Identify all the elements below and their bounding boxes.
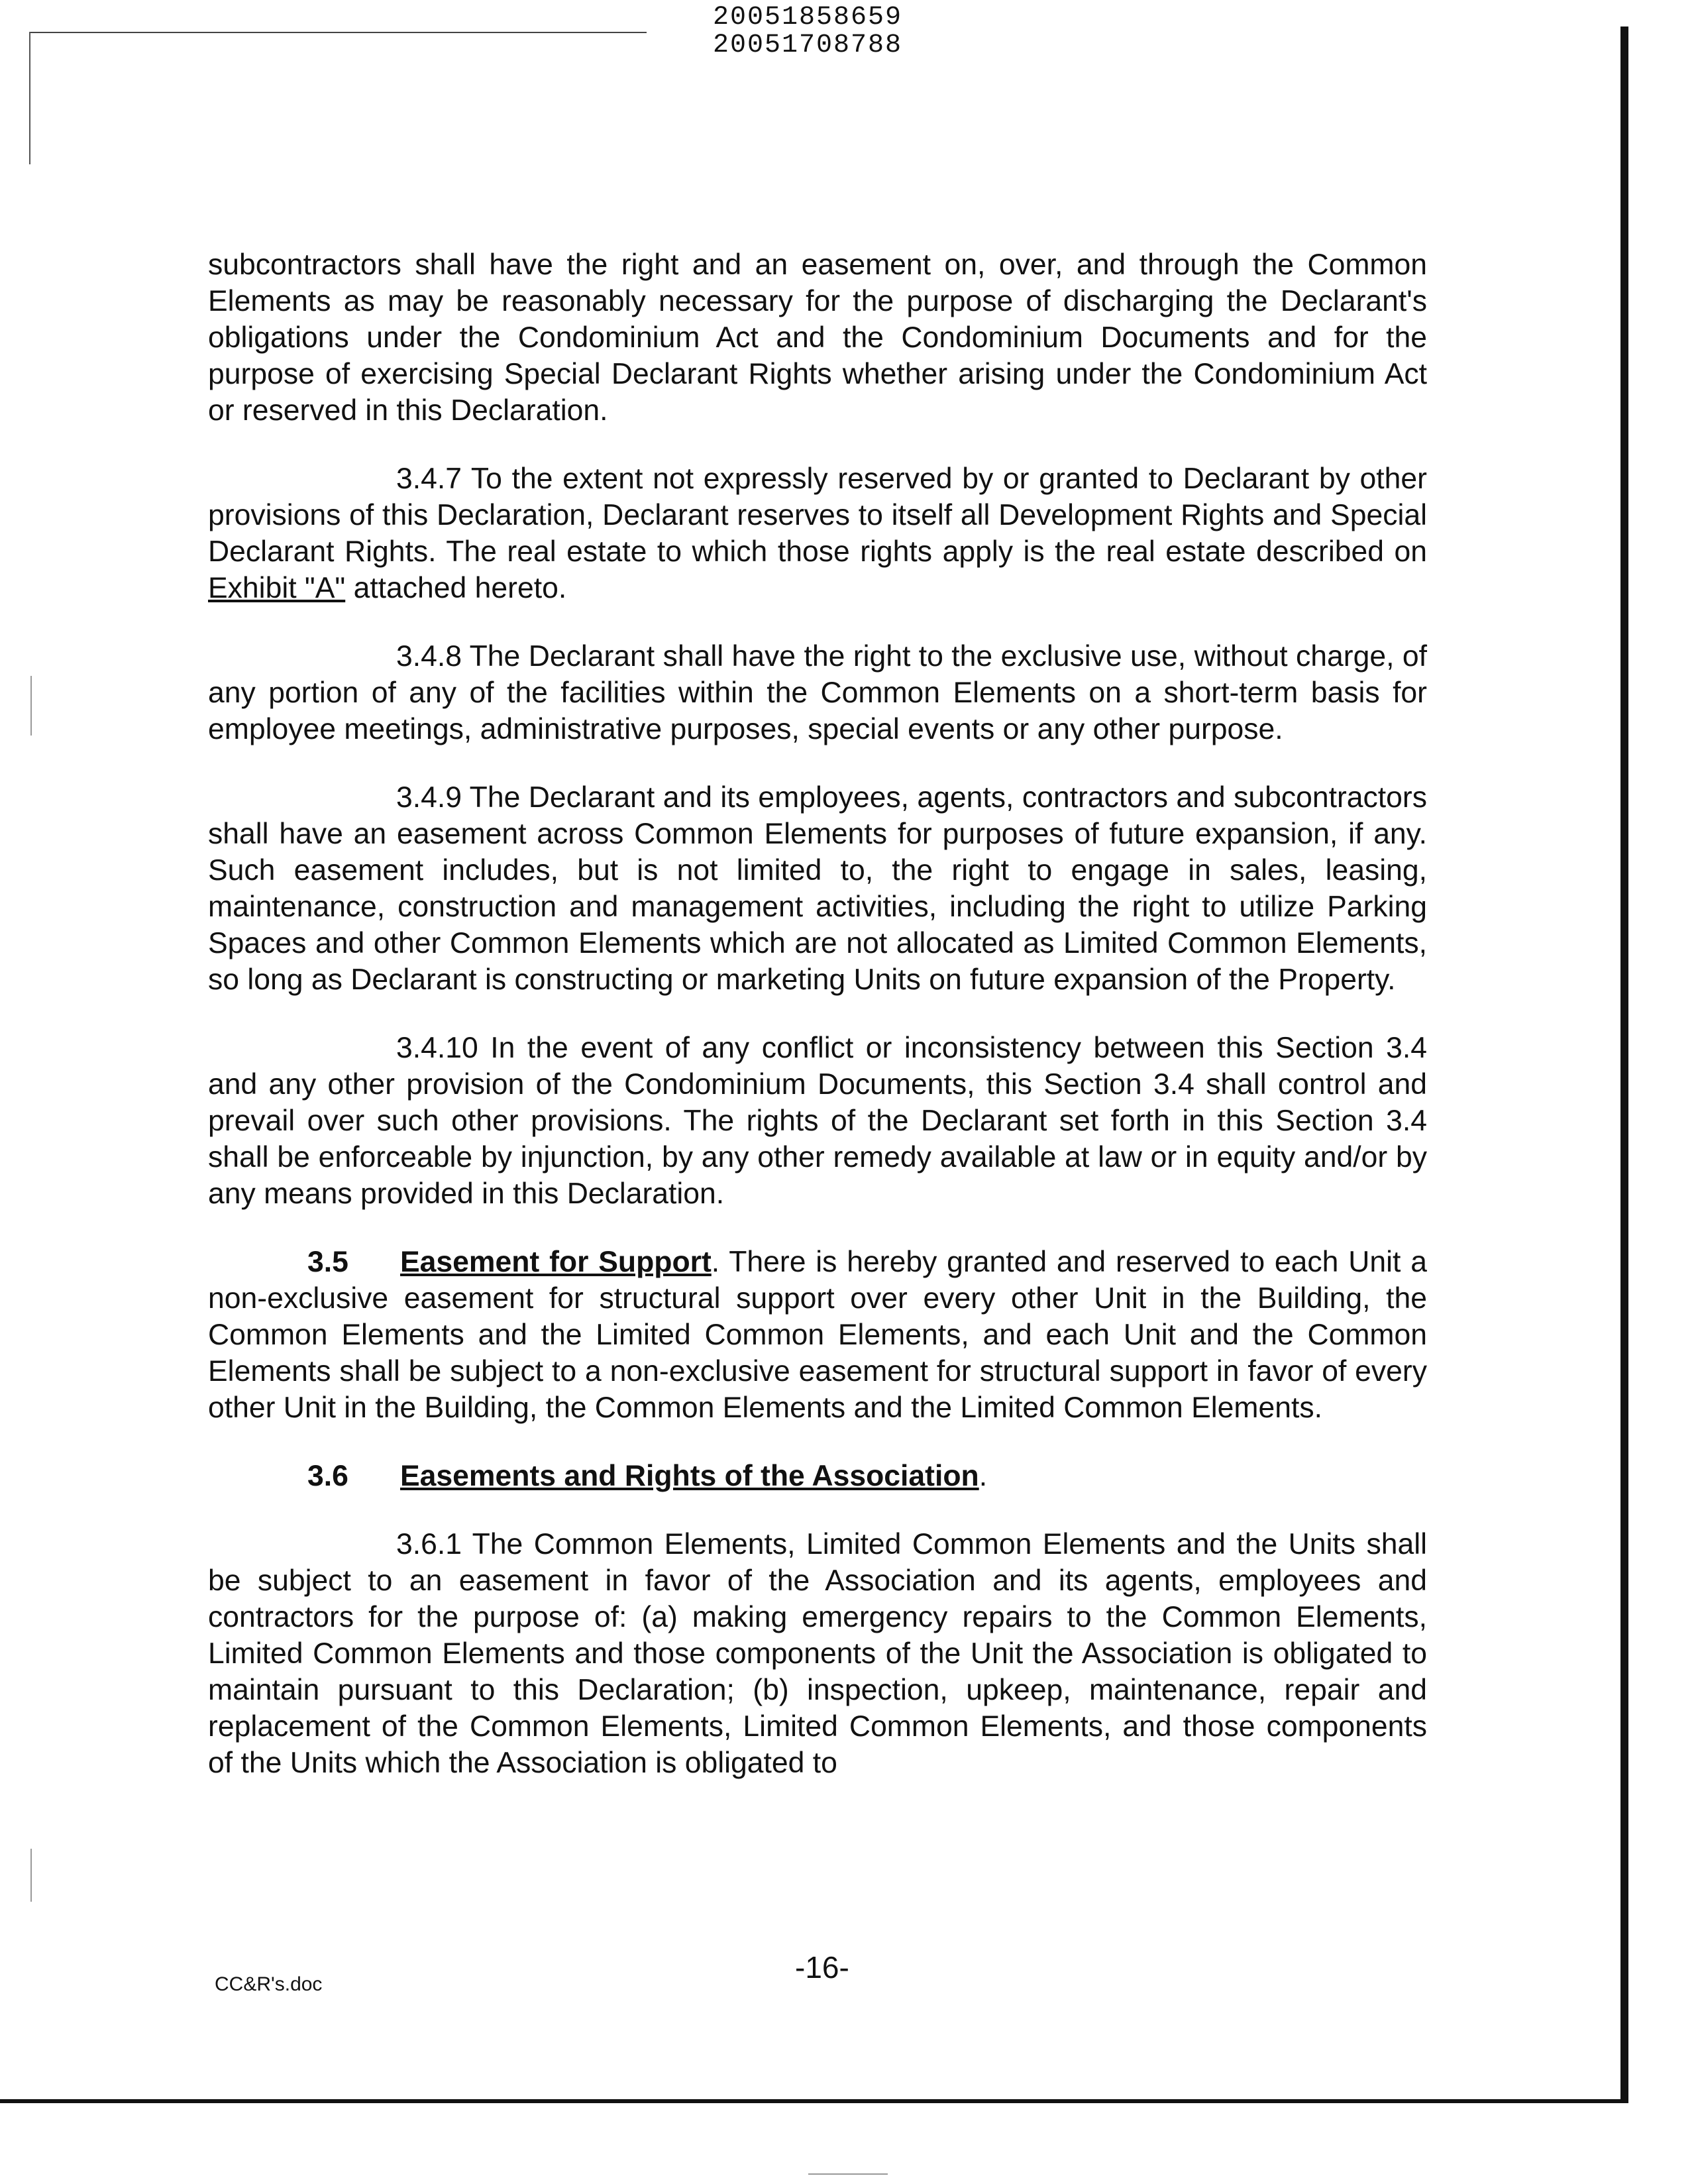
section-3-5 (208, 1244, 1427, 1426)
section-3-5-text: . There is hereby granted and reserved to each Unit a non-exclusive easement for structural support over every other Unit in the Building, the Common Elements and the Limited Common Elements, and each Unit and the Common Elements shall be subject to a non-exclusive easement for structural support in favor of every other Unit in the Building, the Common Elements and the Limited Common Elements. (208, 1246, 1427, 1424)
paragraph-3-4-7-text: 3.4.7 To the extent not expressly reserved by or granted to Declarant by other provisions of this Declaration, Declarant reserves to itself all Development Rights and Special Declarant Rights. The real estate to which those rights apply is the real estate described on (208, 463, 1427, 568)
paragraph-3-4-7 (208, 461, 1427, 606)
scan-border-right (1620, 27, 1628, 2102)
page-number: -16- (795, 1950, 849, 1985)
paragraph-continuation: subcontractors shall have the right and an easement on, over, and through the Common Elements as may be reasonably necessary for the purpose of discharging the Declarant's obligations under the Condominium Act and the Condominium Documents and for the purpose of exercising Special Declarant Rights whether arising under the Condominium Act or reserved in this Declaration. (208, 248, 1427, 427)
footer-filename: CC&R's.doc (215, 1973, 323, 1995)
section-3-6-title: Easements and Rights of the Association (400, 1460, 979, 1492)
section-3-6-period: . (979, 1460, 988, 1492)
scan-border-bottom (0, 2099, 1628, 2103)
recording-stamp (713, 4, 902, 60)
section-3-6-heading (208, 1458, 1427, 1494)
scan-mark (30, 1849, 32, 1902)
recording-number-1: 20051858659 (713, 3, 903, 32)
paragraph-3-4-7-tail: attached hereto. (345, 572, 567, 604)
scan-mark (30, 676, 32, 736)
paragraph-3-6-1: 3.6.1 The Common Elements, Limited Common Elements and the Units shall be subject to an easement in favor of the Association and its agents, employees and contractors for the purpose of: (a) making emergency repairs to the Common Elements, Limited Common Elements and those components of the Unit the Association is obligated to maintain pursuant to this Declaration; (b) inspection, upkeep, maintenance, repair and replacement of the Common Elements, Limited Common Elements, and those components of the Units which the Association is obligated to (208, 1528, 1427, 1779)
scan-border-top (30, 32, 647, 33)
paragraph-3-4-9: 3.4.9 The Declarant and its employees, agents, contractors and subcontractors shall have an easement across Common Elements for purposes of future expansion, if any. Such easement includes, but is not limited to, the right to engage in sales, leasing, maintenance, construction and management activities, including the right to utilize Parking Spaces and other Common Elements which are not allocated as Limited Common Elements, so long as Declarant is constructing or marketing Units on future expansion of the Property. (208, 781, 1427, 996)
scan-border-left (29, 32, 30, 164)
scan-mark (808, 2173, 888, 2175)
paragraph-3-4-10: 3.4.10 In the event of any conflict or inconsistency between this Section 3.4 and any other provision of the Condominium Documents, this Section 3.4 shall control and prevail over such other provisions. The rights of the Declarant set forth in this Section 3.4 shall be enforceable by injunction, by any other remedy available at law or in equity and/or by any means provided in this Declaration. (208, 1032, 1427, 1210)
recording-number-2: 20051708788 (713, 30, 903, 60)
section-3-5-title: Easement for Support (400, 1246, 712, 1278)
paragraph-3-4-8: 3.4.8 The Declarant shall have the right to the exclusive use, without charge, of any portion of any of the facilities within the Common Elements on a short-term basis for employee meetings, administrative purposes, special events or any other purpose. (208, 640, 1427, 745)
exhibit-a-reference: Exhibit "A" (208, 572, 346, 604)
document-body (208, 246, 1427, 1813)
section-3-6-number: 3.6 (307, 1460, 348, 1492)
section-3-5-number: 3.5 (307, 1246, 348, 1278)
